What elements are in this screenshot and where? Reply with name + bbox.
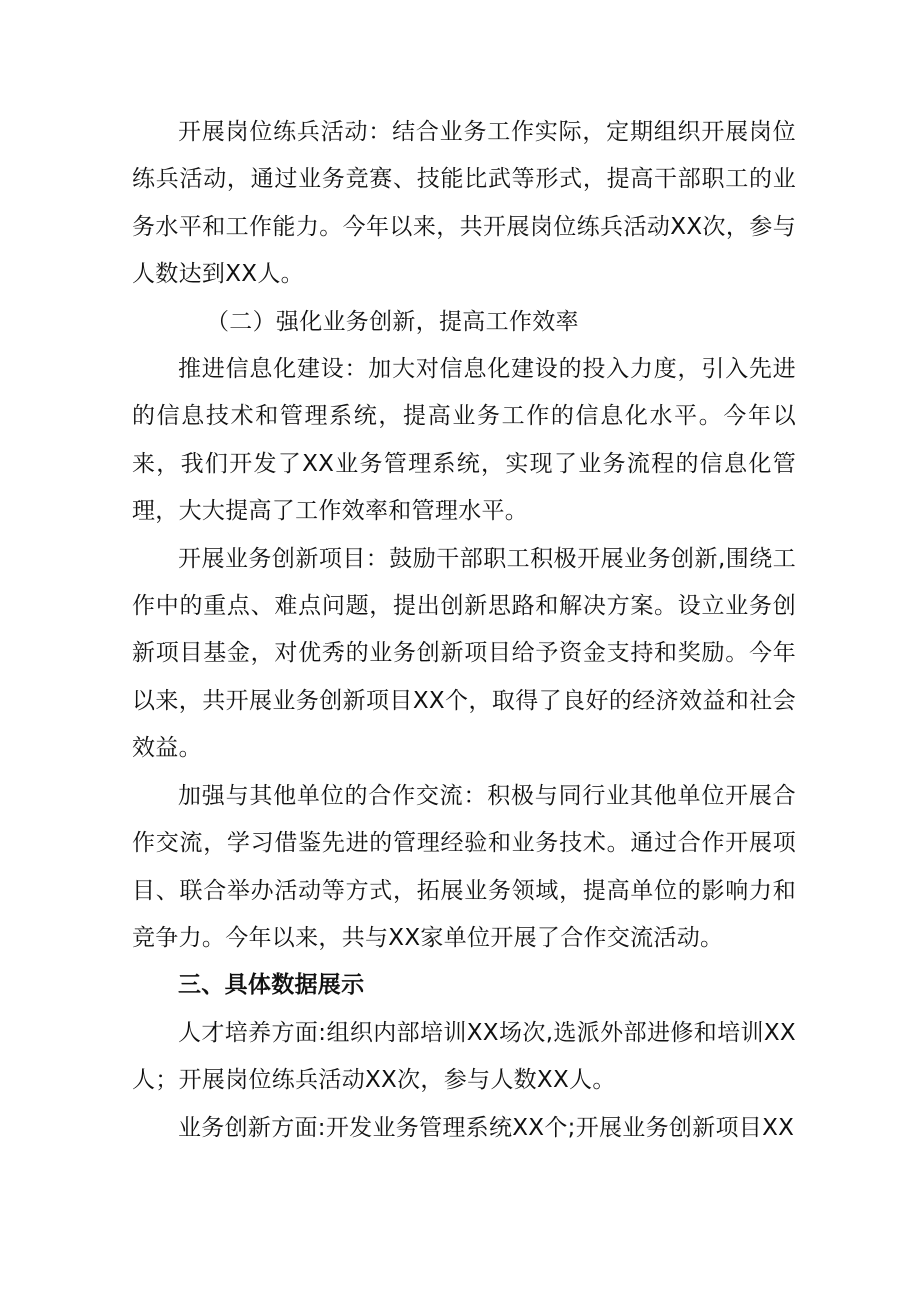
paragraph-job-training: 开展岗位练兵活动：结合业务工作实际，定期组织开展岗位练兵活动，通过业务竞赛、技能比武等形式，提高干部职工的业务水平和工作能力。今年以来，共开展岗位练兵活动XX次，参与人数达到XX人。 <box>132 119 796 288</box>
section-heading-data: 三、具体数据展示 <box>178 972 365 999</box>
subheading-business-innovation: （二）强化业务创新，提高工作效率 <box>206 308 579 335</box>
paragraph-informatization: 推进信息化建设：加大对信息化建设的投入力度，引入先进的信息技术和管理系统，提高业务工作的信息化水平。今年以来，我们开发了XX业务管理系统，实现了业务流程的信息化管理，大大提高了工作效率和管理水平。 <box>132 356 796 525</box>
paragraph-innovation-data: 业务创新方面:开发业务管理系统XX个;开展业务创新项目XX <box>178 1114 795 1141</box>
paragraph-talent-data: 人才培养方面:组织内部培训XX场次,选派外部进修和培训XX人；开展岗位练兵活动XX次，参与人数XX人。 <box>132 1019 796 1094</box>
paragraph-cooperation: 加强与其他单位的合作交流：积极与同行业其他单位开展合作交流，学习借鉴先进的管理经验和业务技术。通过合作开展项目、联合举办活动等方式，拓展业务领域，提高单位的影响力和竞争力。今年以来，共与XX家单位开展了合作交流活动。 <box>132 782 796 951</box>
paragraph-innovation-projects: 开展业务创新项目：鼓励干部职工积极开展业务创新,围绕工作中的重点、难点问题，提出创新思路和解决方案。设立业务创新项目基金，对优秀的业务创新项目给予资金支持和奖励。今年以来，共开展业务创新项目XX个，取得了良好的经济效益和社会效益。 <box>132 545 796 762</box>
document-body <box>132 109 796 1152</box>
